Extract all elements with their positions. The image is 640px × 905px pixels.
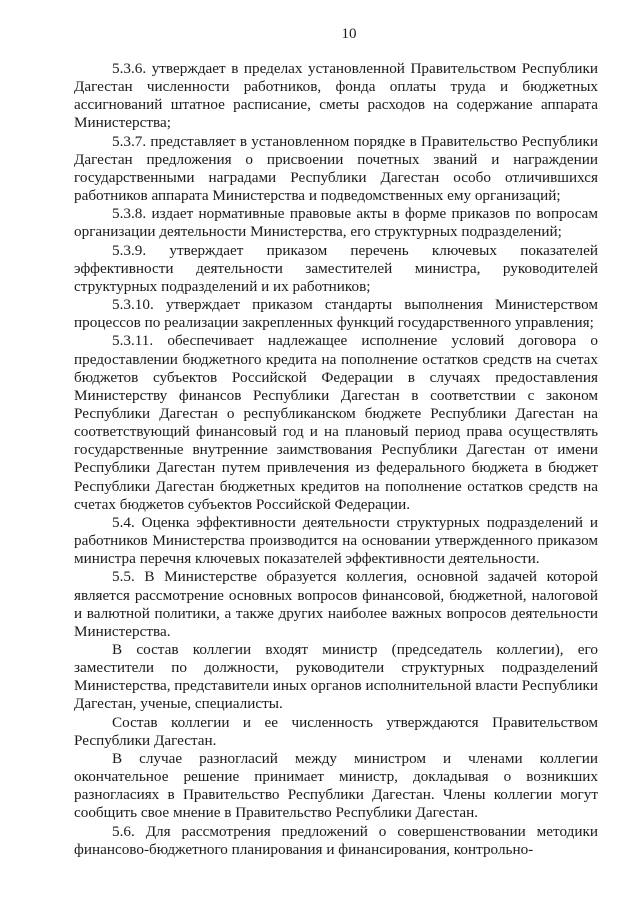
paragraph-5-3-7: 5.3.7. представляет в установленном порядке в Правительство Республики Дагестан предложения о присвоении почетных званий и награждении государственными наградами Республики Дагестан особо отличившихся работников аппарата Министерства и подведомственных ему организаций; bbox=[74, 132, 598, 205]
paragraph-5-5: 5.5. В Министерстве образуется коллегия, основной задачей которой является рассмотрение основных вопросов финансовой, бюджетной, налоговой и валютной политики, а также других наиболее важных вопросов деятельности Министерства. bbox=[74, 568, 598, 640]
paragraph-5-3-8: 5.3.8. издает нормативные правовые акты в форме приказов по вопросам организации деятельности Министерства, его структурных подразделений; bbox=[74, 205, 598, 241]
paragraph-5-3-11: 5.3.11. обеспечивает надлежащее исполнение условий договора о предоставлении бюджетного кредита на пополнение остатков средств на счетах бюджетов субъектов Российской Федерации в случаях предоставления Министерству финансов Республики Дагестан в соответствии с законом Республики Дагестан о республиканском бюджете Республики Дагестан на соответствующий финансовый год и на плановый период права осуществлять государственные внутренние заимствования Республики Дагестан от имени Республики Дагестан путем привлечения из федерального бюджета в бюджет Республики Дагестан бюджетных кредитов на пополнение остатков средств на счетах бюджетов субъектов Российской Федерации. bbox=[74, 332, 598, 513]
paragraph-5-4: 5.4. Оценка эффективности деятельности структурных подразделений и работников Министерства производится на основании утвержденного приказом министра перечня ключевых показателей эффективности деятельности. bbox=[74, 513, 598, 568]
paragraph-disagreements: В случае разногласий между министром и членами коллегии окончательное решение принимает министр, докладывая о возникших разногласиях в Правительство Республики Дагестан. Члены коллегии могут сообщить свое мнение в Правительство Республики Дагестан. bbox=[74, 749, 598, 822]
paragraph-5-3-10: 5.3.10. утверждает приказом стандарты выполнения Министерством процессов по реализации закрепленных функций государственного управления; bbox=[74, 296, 598, 332]
paragraph-5-3-6: 5.3.6. утверждает в пределах установленной Правительством Республики Дагестан численности работников, фонда оплаты труда и бюджетных ассигнований штатное расписание, сметы расходов на содержание аппарата Министерства; bbox=[74, 60, 598, 132]
paragraph-collegium-approval: Состав коллегии и ее численность утверждаются Правительством Республики Дагестан. bbox=[74, 713, 598, 749]
paragraph-collegium-composition: В состав коллегии входят министр (председатель коллегии), его заместители по должности, руководители структурных подразделений Министерства, представители иных органов исполнительной власти Республики Дагестан, ученые, специалисты. bbox=[74, 641, 598, 713]
paragraph-5-6: 5.6. Для рассмотрения предложений о совершенствовании методики финансово-бюджетного планирования и финансирования, контрольно- bbox=[74, 822, 598, 858]
page-number: 10 bbox=[341, 26, 357, 42]
paragraph-5-3-9: 5.3.9. утверждает приказом перечень ключевых показателей эффективности деятельности заместителей министра, руководителей структурных подразделений и их работников; bbox=[74, 241, 598, 295]
